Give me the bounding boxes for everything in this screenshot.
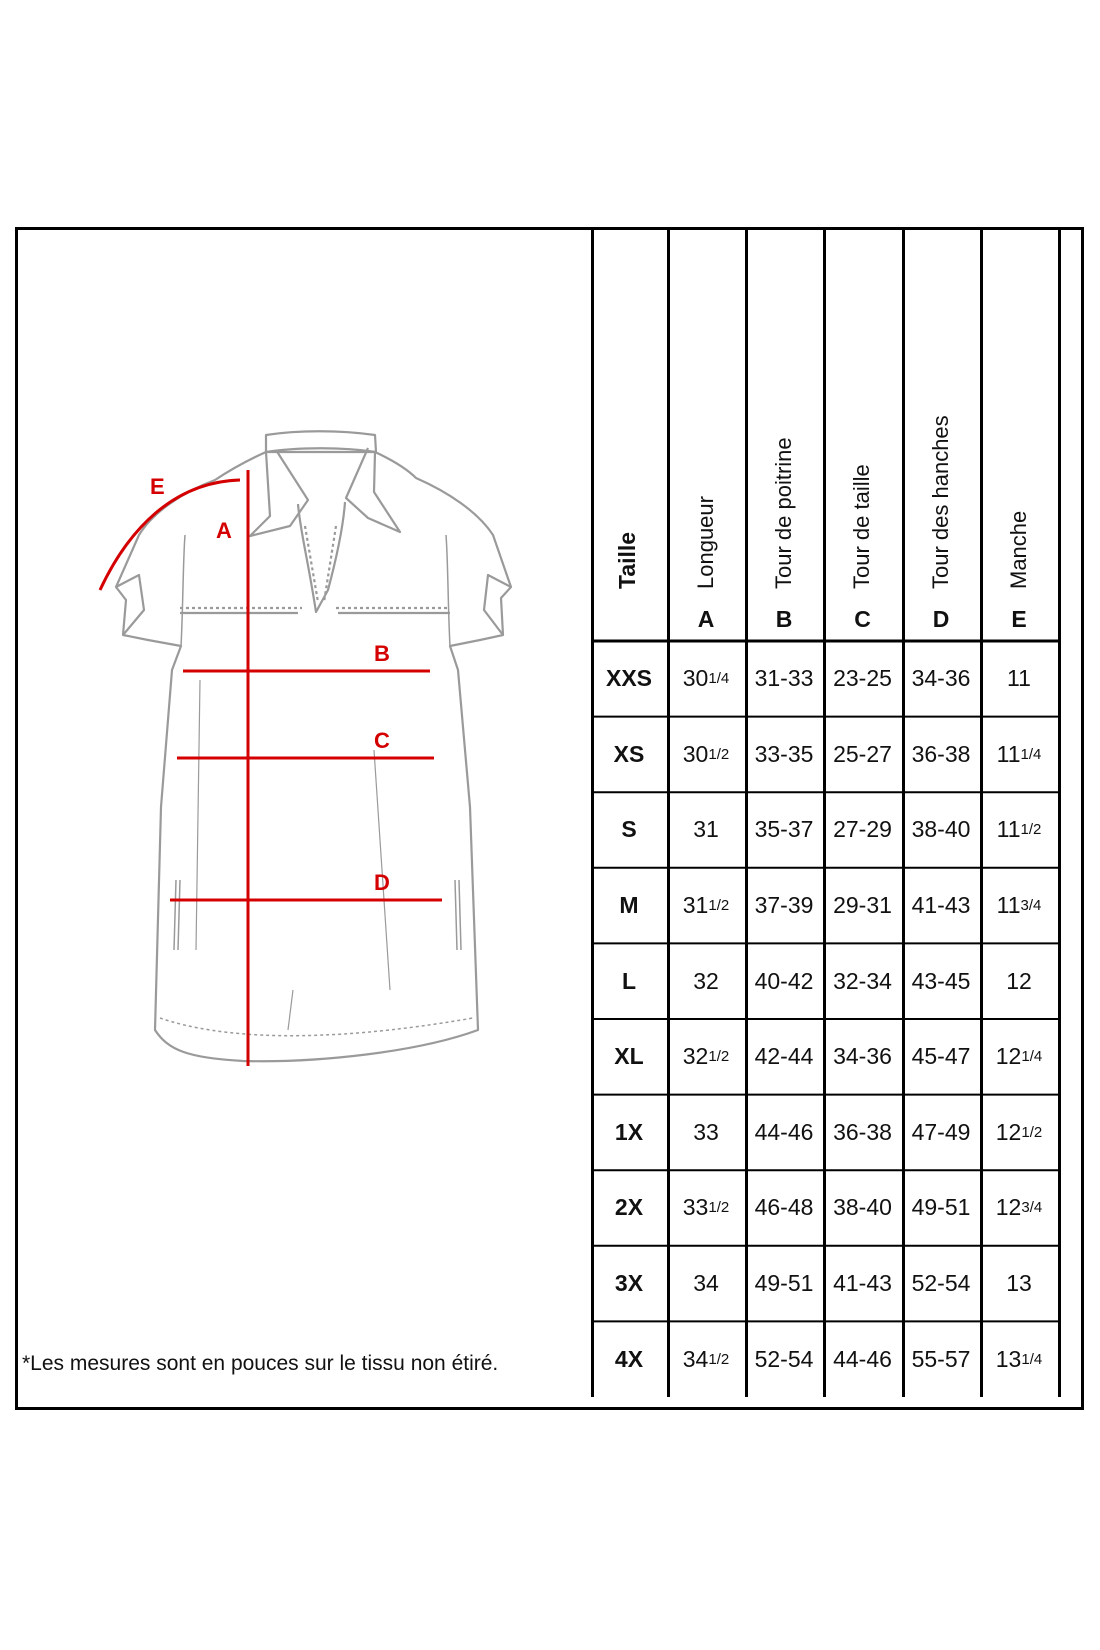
value-fraction: 3/4 (1020, 897, 1042, 915)
value-main: 41-43 (833, 1270, 892, 1297)
value-main: 13 (1006, 1270, 1032, 1297)
right-sleeve-cuff (484, 575, 511, 635)
value-fraction: 1/2 (708, 1350, 730, 1368)
value-cell (667, 641, 745, 717)
right-pocket-seam (455, 880, 461, 950)
value-cell (745, 641, 823, 717)
header-d (902, 230, 980, 641)
value-main: 13 (995, 1345, 1022, 1372)
value-main: 12 (995, 1194, 1022, 1221)
value-main: 11 (996, 816, 1021, 843)
value-cell (823, 792, 902, 868)
value-cell (902, 1019, 980, 1095)
value-fraction: 1/2 (1021, 1123, 1043, 1141)
header-label: Taille (614, 531, 640, 589)
placket-inner (305, 526, 336, 602)
value-main: 45-47 (911, 1043, 971, 1070)
header-letter: C (854, 606, 871, 632)
size-cell: 2X (614, 1194, 644, 1221)
value-cell (902, 1170, 980, 1246)
value-main: 36-38 (833, 1118, 892, 1145)
value-cell (823, 1170, 902, 1246)
value-main: 52-54 (911, 1270, 971, 1297)
value-main: 46-48 (754, 1194, 814, 1221)
value-cell (980, 1246, 1058, 1322)
value-cell (667, 1170, 745, 1246)
size-cell: S (621, 816, 637, 843)
value-main: 47-49 (911, 1118, 971, 1145)
value-fraction: 1/4 (1021, 1350, 1043, 1368)
size-cell: XS (613, 740, 645, 767)
value-cell (823, 1095, 902, 1171)
value-main: 34 (682, 1345, 709, 1372)
header-size (591, 230, 667, 641)
size-chart-sheet (15, 227, 1084, 1410)
value-main: 37-39 (754, 892, 814, 919)
header-letter: A (697, 606, 715, 632)
value-fraction: 1/2 (708, 745, 730, 763)
value-fraction: 3/4 (1021, 1199, 1043, 1217)
value-cell (745, 1321, 823, 1397)
value-fraction: 1/2 (708, 897, 730, 915)
value-cell (667, 1095, 745, 1171)
value-cell (902, 641, 980, 717)
fold-line-3 (288, 990, 293, 1030)
value-cell (980, 1170, 1058, 1246)
value-main: 30 (682, 740, 709, 767)
garment-drawing (18, 230, 593, 1407)
value-cell (823, 641, 902, 717)
collar-left (250, 450, 308, 536)
value-main: 32 (693, 967, 719, 994)
collar-band (266, 431, 376, 452)
value-cell (980, 1321, 1058, 1397)
value-main: 12 (995, 1043, 1022, 1070)
label-c: C (374, 728, 390, 753)
value-fraction: 1/2 (1020, 821, 1042, 839)
label-a: A (216, 518, 232, 543)
value-main: 12 (1006, 967, 1032, 994)
value-cell (667, 943, 745, 1019)
value-main: 38-40 (833, 1194, 892, 1221)
value-cell (745, 943, 823, 1019)
size-cell: 1X (614, 1118, 644, 1145)
value-main: 25-27 (833, 740, 892, 767)
value-fraction: 1/2 (708, 1048, 730, 1066)
header-label: Tour de taille (849, 464, 874, 589)
value-main: 49-51 (754, 1270, 814, 1297)
value-cell (902, 868, 980, 944)
value-cell (902, 1246, 980, 1322)
hem-stitch (160, 1018, 473, 1036)
value-cell (667, 1246, 745, 1322)
value-cell (745, 1019, 823, 1095)
size-cell: M (619, 892, 639, 919)
size-cell: 3X (614, 1270, 644, 1297)
fold-line-1 (196, 680, 200, 950)
header-letter: D (932, 606, 950, 632)
value-main: 43-45 (911, 967, 971, 994)
value-cell (667, 717, 745, 793)
value-main: 30 (682, 665, 709, 692)
header-e (980, 230, 1058, 641)
placket (298, 502, 345, 612)
value-main: 34-36 (833, 1043, 892, 1070)
value-main: 49-51 (911, 1194, 971, 1221)
value-cell (902, 1321, 980, 1397)
value-cell (667, 868, 745, 944)
header-letter: E (1011, 606, 1027, 632)
value-cell (980, 717, 1058, 793)
tunic-outline (116, 431, 511, 1061)
value-main: 44-46 (833, 1345, 892, 1372)
value-main: 34 (693, 1270, 719, 1297)
value-main: 41-43 (911, 892, 971, 919)
header-label: Manche (1006, 510, 1031, 589)
value-main: 32-34 (833, 967, 892, 994)
value-main: 32 (682, 1043, 709, 1070)
value-cell (902, 792, 980, 868)
value-cell (980, 792, 1058, 868)
value-main: 23-25 (833, 665, 892, 692)
value-cell (745, 1095, 823, 1171)
value-cell (980, 943, 1058, 1019)
value-main: 27-29 (833, 816, 892, 843)
label-d: D (374, 870, 390, 895)
value-main: 33-35 (754, 740, 814, 767)
right-armhole (446, 535, 450, 646)
left-armhole (181, 535, 185, 646)
value-cell (980, 1019, 1058, 1095)
value-cell (980, 868, 1058, 944)
value-cell (980, 1095, 1058, 1171)
value-cell (745, 1246, 823, 1322)
left-sleeve-cuff (116, 575, 144, 635)
value-cell (823, 717, 902, 793)
header-label: Longueur (693, 496, 718, 589)
header-letter: B (775, 606, 793, 632)
value-cell (745, 1170, 823, 1246)
value-cell (745, 717, 823, 793)
value-cell (823, 943, 902, 1019)
value-cell (823, 1019, 902, 1095)
value-cell (667, 1019, 745, 1095)
value-fraction: 1/4 (708, 670, 730, 688)
value-fraction: 1/4 (1021, 1048, 1043, 1066)
size-cell: XL (614, 1043, 644, 1070)
value-main: 44-46 (754, 1118, 814, 1145)
value-main: 40-42 (754, 967, 814, 994)
value-main: 38-40 (911, 816, 971, 843)
value-main: 34-36 (911, 665, 971, 692)
value-cell (823, 868, 902, 944)
value-main: 31 (682, 892, 709, 919)
value-main: 11 (996, 740, 1021, 767)
header-a (667, 230, 745, 641)
value-main: 11 (1007, 665, 1031, 692)
value-cell (745, 792, 823, 868)
left-pocket-seam (174, 880, 180, 950)
measurement-lines (100, 470, 442, 1066)
value-cell (902, 717, 980, 793)
size-cell: 4X (614, 1345, 644, 1372)
value-main: 33 (693, 1118, 719, 1145)
measurement-note: *Les mesures sont en pouces sur le tissu non étiré. (22, 1352, 499, 1375)
value-main: 29-31 (833, 892, 892, 919)
value-main: 55-57 (911, 1345, 971, 1372)
value-cell (667, 1321, 745, 1397)
value-main: 11 (996, 892, 1021, 919)
value-cell (902, 1095, 980, 1171)
value-main: 12 (995, 1118, 1022, 1145)
value-main: 35-37 (754, 816, 814, 843)
value-main: 36-38 (911, 740, 971, 767)
header-c (823, 230, 902, 641)
value-main: 31-33 (754, 665, 814, 692)
label-e: E (150, 474, 165, 499)
header-label: Tour des hanches (928, 415, 953, 589)
value-main: 31 (693, 816, 719, 843)
size-table (591, 230, 1084, 1407)
value-fraction: 1/4 (1020, 745, 1042, 763)
measurement-labels (150, 474, 390, 895)
size-cell: L (621, 967, 637, 994)
value-cell (980, 641, 1058, 717)
size-cell: XXS (605, 665, 653, 692)
value-main: 52-54 (754, 1345, 814, 1372)
value-main: 33 (682, 1194, 709, 1221)
value-fraction: 1/2 (708, 1199, 730, 1217)
value-cell (667, 792, 745, 868)
header-b (745, 230, 823, 641)
value-cell (823, 1246, 902, 1322)
value-cell (823, 1321, 902, 1397)
value-main: 42-44 (754, 1043, 814, 1070)
value-cell (745, 868, 823, 944)
label-b: B (374, 641, 390, 666)
value-cell (902, 943, 980, 1019)
header-label: Tour de poitrine (771, 437, 796, 589)
